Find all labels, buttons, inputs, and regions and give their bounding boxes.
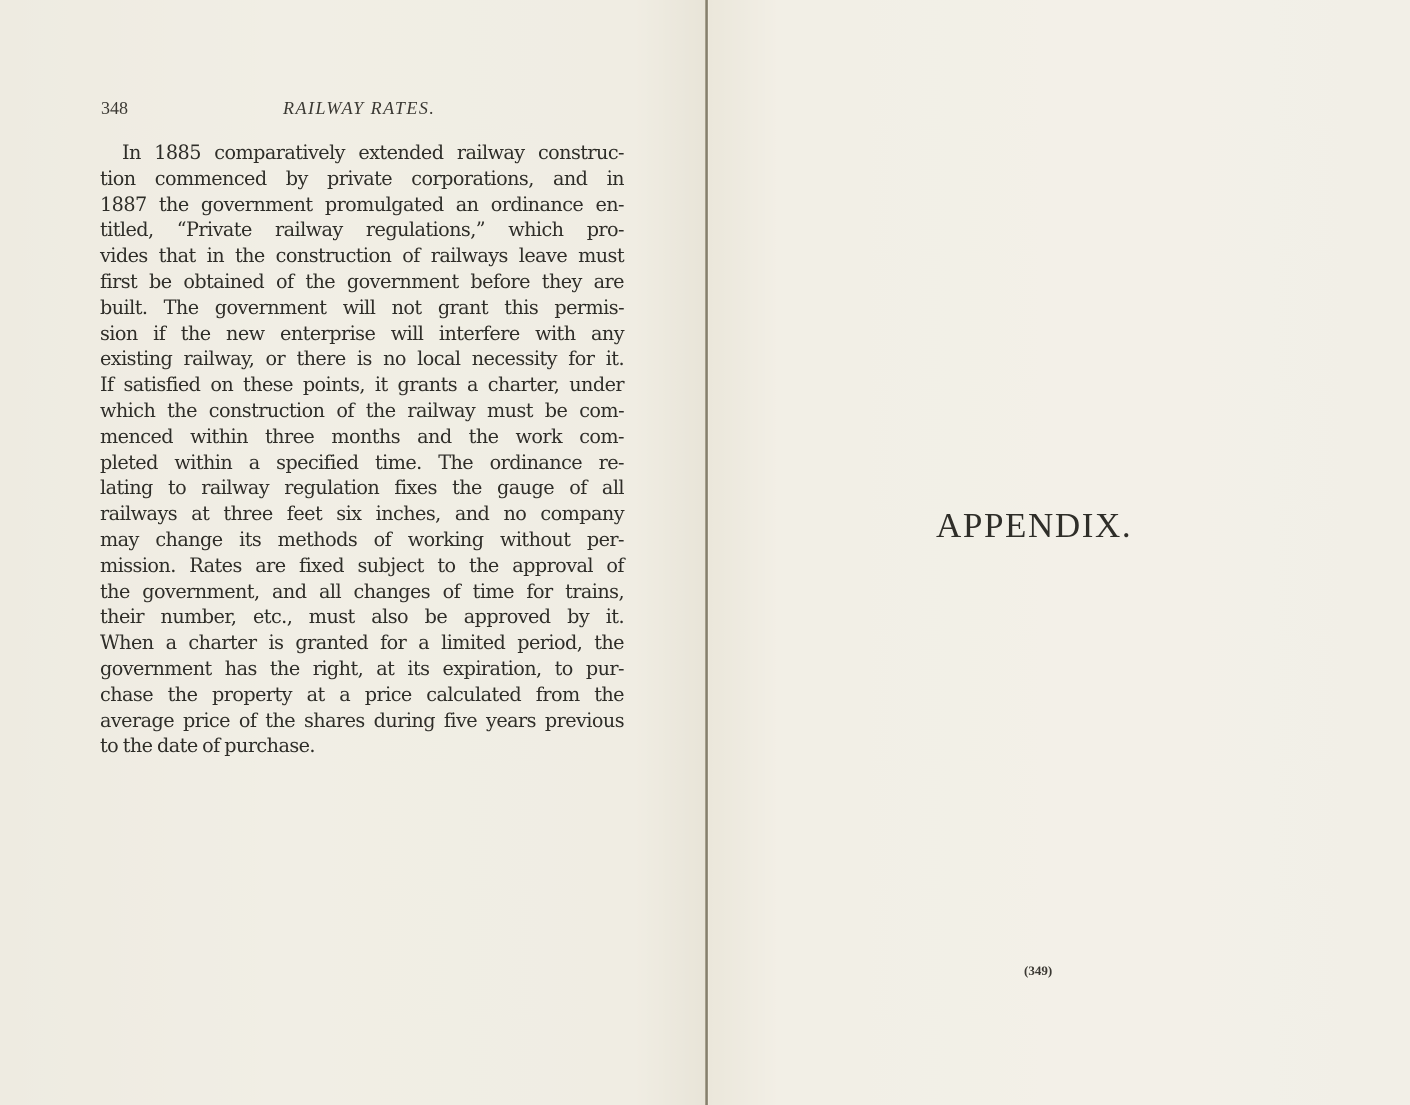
text-line: their number, etc., must also be approved by it. (100, 605, 624, 629)
section-title: APPENDIX. (936, 506, 1133, 545)
text-line: average price of the shares during five years previous (100, 708, 624, 732)
running-head (101, 98, 626, 122)
book-spine (705, 0, 708, 1105)
text-line: menced within three months and the work com- (100, 424, 624, 448)
text-line: tion commenced by private corporations, and in (100, 166, 624, 190)
text-line: When a charter is granted for a limited period, the (100, 631, 624, 655)
text-line: built. The government will not grant this permis- (100, 295, 624, 319)
text-line: titled, “Private railway regulations,” which pro- (100, 218, 624, 242)
text-line: In 1885 comparatively extended railway construc- (122, 141, 624, 164)
text-line: pleted within a specified time. The ordinance re- (100, 450, 624, 474)
text-line: existing railway, or there is no local necessity for it. (100, 347, 624, 371)
text-line: lating to railway regulation fixes the gauge of all (100, 476, 624, 500)
text-line: 1887 the government promulgated an ordinance en- (100, 192, 624, 216)
text-line: If satisfied on these points, it grants a charter, under (100, 373, 624, 397)
text-line: sion if the new enterprise will interfere with any (100, 321, 624, 345)
text-line: the government, and all changes of time for trains, (100, 579, 624, 603)
text-line: may change its methods of working without per- (100, 527, 624, 551)
text-line: first be obtained of the government before they are (100, 269, 624, 293)
text-line: mission. Rates are fixed subject to the approval of (100, 553, 624, 577)
text-line: government has the right, at its expiration, to pur- (100, 656, 624, 680)
text-line: vides that in the construction of railways leave must (100, 244, 624, 268)
text-line: to the date of purchase. (100, 734, 315, 758)
page-number: 348 (101, 98, 128, 118)
text-line: chase the property at a price calculated from the (100, 682, 624, 706)
page-folio: (349) (1024, 963, 1053, 978)
running-title: RAILWAY RATES. (283, 98, 436, 118)
body-paragraph (100, 140, 624, 759)
text-line: which the construction of the railway must be com- (100, 398, 624, 422)
text-line: railways at three feet six inches, and no company (100, 502, 624, 526)
right-page (709, 0, 1410, 1105)
